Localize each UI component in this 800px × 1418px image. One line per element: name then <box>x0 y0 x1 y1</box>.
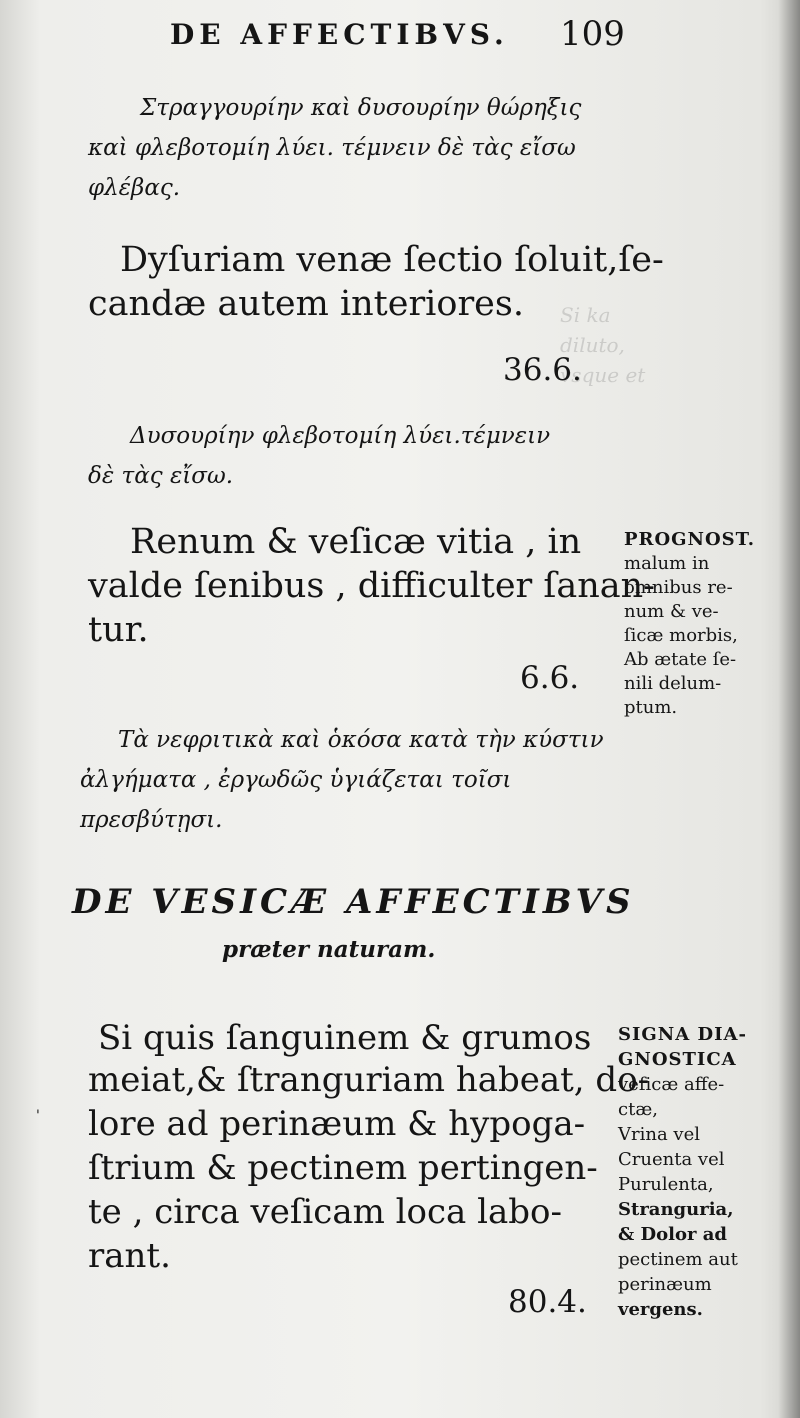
latin-line: lore ad perinæum & hypoga- <box>88 1104 586 1144</box>
margin-note-line: Ab ætate ſe- <box>624 649 737 670</box>
margin-note-line: malum in <box>624 553 710 574</box>
greek-line: Δυσουρίην φλεβοτομίη λύει.τέμνειν <box>130 423 551 449</box>
reference-number: 36.6. <box>503 352 582 388</box>
page-number: 109 <box>560 14 625 54</box>
margin-note-heading: SIGNA DIA- <box>618 1024 747 1045</box>
greek-passage-2 <box>130 416 550 456</box>
running-header: DE AFFECTIBVS. <box>170 18 509 51</box>
margin-note-line: nili delum- <box>624 673 722 694</box>
greek-passage-3-cont <box>80 760 511 840</box>
reference-number: 6.6. <box>520 660 580 696</box>
greek-line: Τὰ νεφριτικὰ καὶ ὁκόσα κατὰ τὴν κύστιν <box>118 727 604 753</box>
latin-line: Si quis ſanguinem & grumos <box>98 1018 592 1058</box>
margin-note-line: & Dolor ad <box>618 1224 727 1245</box>
stray-mark: ' <box>36 1108 40 1124</box>
margin-note-line: num & ve- <box>624 601 719 622</box>
latin-line: rant. <box>88 1236 171 1276</box>
latin-line: meiat,& ſtranguriam habeat, do- <box>88 1060 650 1100</box>
section-subheading: præter naturam. <box>222 936 436 963</box>
latin-line: te , circa veſicam loca labo- <box>88 1192 562 1232</box>
greek-line: καὶ φλεβοτομίη λύει. τέμνειν δὲ τὰς εἴσω <box>88 135 576 161</box>
latin-passage-1-cont <box>88 282 524 326</box>
margin-note-line: omnibus re- <box>624 577 733 598</box>
margin-note-prognostic <box>624 528 755 720</box>
greek-line: ἀλγήματα , ἐργωδῶς ὑγιάζεται τοῖσι <box>80 767 512 793</box>
latin-line: tur. <box>88 610 149 650</box>
latin-passage-2-cont <box>88 564 655 652</box>
greek-line: δὲ τὰς εἴσω. <box>88 463 234 489</box>
latin-passage-1 <box>120 238 664 282</box>
reference-number: 80.4. <box>508 1284 587 1320</box>
latin-passage-2 <box>130 520 581 564</box>
latin-passage-3 <box>98 1016 591 1060</box>
latin-line: Dyſuriam venæ ſectio ſoluit,ſe- <box>120 240 664 280</box>
latin-passage-3-cont <box>88 1058 649 1278</box>
greek-passage-1-cont <box>88 128 576 208</box>
margin-note-heading: PROGNOST. <box>624 529 756 550</box>
margin-note-line: vergens. <box>618 1299 703 1320</box>
section-heading: DE VESICÆ AFFECTIBVS <box>72 882 635 922</box>
latin-line: ſtrium & pectinem pertingen- <box>88 1148 598 1188</box>
margin-note-line: veſicæ affe- <box>618 1074 725 1095</box>
greek-line: πρεσβύτῃσι. <box>80 807 223 833</box>
margin-note-line: perinæum <box>618 1274 712 1295</box>
greek-line: φλέβας. <box>88 175 181 201</box>
greek-line: Στραγγουρίην καὶ δυσουρίην θώρηξις <box>140 95 582 121</box>
margin-note-line: Stranguria, <box>618 1199 734 1220</box>
margin-note-diagnostic <box>618 1022 747 1322</box>
margin-note-line: Cruenta vel <box>618 1149 725 1170</box>
bleed-through-text: Si ka diluto, vsque et <box>560 303 646 387</box>
greek-passage-1 <box>140 88 581 128</box>
greek-passage-3 <box>118 720 604 760</box>
greek-passage-2-cont <box>88 456 233 496</box>
margin-note-line: Vrina vel <box>618 1124 700 1145</box>
margin-note-heading: GNOSTICA <box>618 1049 737 1070</box>
latin-line: valde ſenibus , difficulter ſanan- <box>88 566 655 606</box>
margin-note-line: pectinem aut <box>618 1249 738 1270</box>
margin-note-line: ſicæ morbis, <box>624 625 738 646</box>
latin-line: Renum & veſicæ vitia , in <box>130 522 582 562</box>
margin-note-line: Purulenta, <box>618 1174 714 1195</box>
latin-line: candæ autem interiores. <box>88 284 524 324</box>
margin-note-line: ptum. <box>624 697 678 718</box>
margin-note-line: ctæ, <box>618 1099 658 1120</box>
